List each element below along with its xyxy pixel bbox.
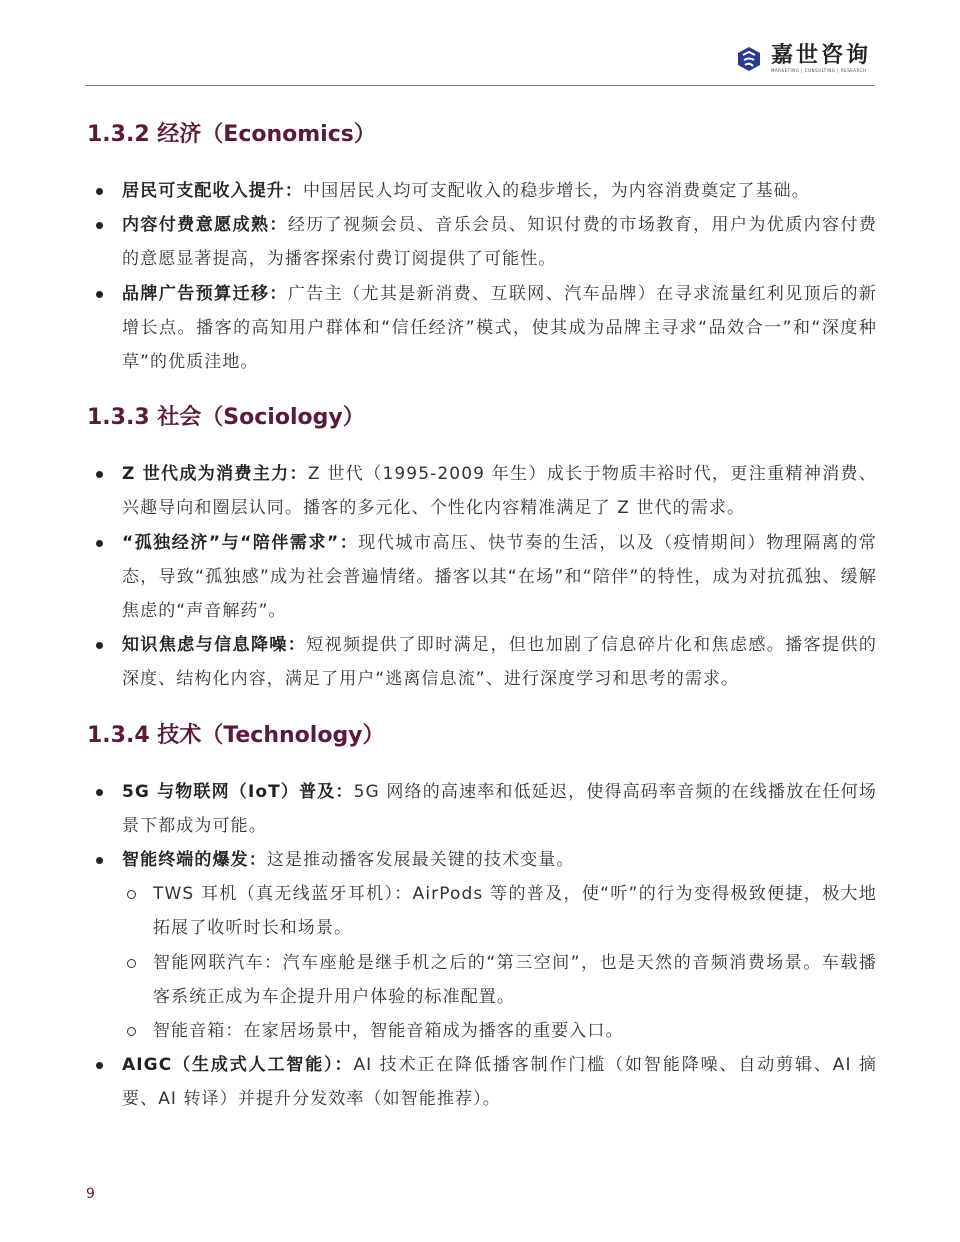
brand-tagline: MARKETING | CONSULTING | RESEARCH: [770, 68, 867, 73]
item-key: AIGC（生成式人工智能）：: [122, 1055, 354, 1076]
item-key: 居民可支配收入提升：: [122, 181, 303, 201]
list-item: [87, 208, 877, 276]
list-item: [87, 628, 877, 696]
company-logo: [735, 44, 871, 74]
item-text: 现代城市高压、快节奏的生活，以及（疫情期间）物理隔离的常态，导致“孤独感”成为社会普遍情绪。播客以其“在场”和“陪伴”的特性，成为对抗孤独、缓解焦虑的“声音解药”。: [122, 532, 877, 622]
list-item: [87, 1048, 877, 1116]
page-number: 9: [86, 1186, 95, 1202]
item-key: 内容付费意愿成熟：: [122, 215, 288, 236]
section-heading: 1.3.3 社会（Sociology）: [87, 405, 365, 431]
item-text: Z 世代（1995-2009 年生）成长于物质丰裕时代，更注重精神消费、兴趣导向和圈层认同。播客的多元化、个性化内容精准满足了 Z 世代的需求。: [122, 464, 877, 519]
sub-list-item: 智能网联汽车：汽车座舱是继手机之后的“第三空间”，也是天然的音频消费场景。车载播客系统正成为车企提升用户体验的标准配置。: [87, 946, 877, 1014]
sub-list-item: 智能音箱：在家居场景中，智能音箱成为播客的重要入口。: [87, 1014, 877, 1048]
page-header: [85, 40, 875, 86]
section-sociology: [87, 401, 877, 696]
item-text: 广告主（尤其是新消费、互联网、汽车品牌）在寻求流量红利见顶后的新增长点。播客的高知用户群体和“信任经济”模式，使其成为品牌主寻求“品效合一”和“深度种草”的优质洼地。: [122, 283, 878, 373]
item-text: 经历了视频会员、音乐会员、知识付费的市场教育，用户为优质内容付费的意愿显著提高，为播客探索付费订阅提供了可能性。: [122, 215, 878, 270]
list-item: [87, 775, 877, 843]
item-text: AI 技术正在降低播客制作门槛（如智能降噪、自动剪辑、AI 摘要、AI 转译）并提升分发效率（如智能推荐）。: [122, 1055, 877, 1110]
list-item: [87, 277, 877, 380]
item-text: 这是推动播客发展最关键的技术变量。: [266, 850, 575, 871]
list-item: [87, 843, 877, 877]
item-key: 智能终端的爆发：: [122, 850, 267, 871]
section-technology: [87, 719, 877, 1117]
item-text: 短视频提供了即时满足，但也加剧了信息碎片化和焦虑感。播客提供的深度、结构化内容，满足了用户“逃离信息流”、进行深度学习和思考的需求。: [122, 635, 878, 690]
item-text: 中国居民人均可支配收入的稳步增长，为内容消费奠定了基础。: [303, 181, 810, 201]
item-key: Z 世代成为消费主力：: [122, 464, 308, 485]
list-item: [87, 526, 877, 629]
section-economics: [87, 118, 877, 379]
sub-list-item: TWS 耳机（真无线蓝牙耳机）：AirPods 等的普及，使“听”的行为变得极致便捷，极大地拓展了收听时长和场景。: [87, 877, 877, 945]
item-key: 品牌广告预算迁移：: [122, 283, 288, 304]
section-heading: 1.3.2 经济（Economics）: [87, 122, 376, 147]
section-heading: 1.3.4 技术（Technology）: [87, 722, 385, 748]
logo-cube-icon: [735, 45, 763, 73]
list-item: [87, 457, 877, 525]
document-body: [87, 118, 877, 1139]
item-key: “孤独经济”与“陪伴需求”：: [122, 532, 359, 553]
brand-name: 嘉世咨询: [770, 43, 871, 68]
list-item: [87, 174, 877, 208]
item-key: 知识焦虑与信息降噪：: [122, 635, 307, 656]
item-key: 5G 与物联网（IoT）普及：: [122, 781, 354, 802]
item-text: 5G 网络的高速率和低延迟，使得高码率音频的在线播放在任何场景下都成为可能。: [122, 781, 877, 836]
